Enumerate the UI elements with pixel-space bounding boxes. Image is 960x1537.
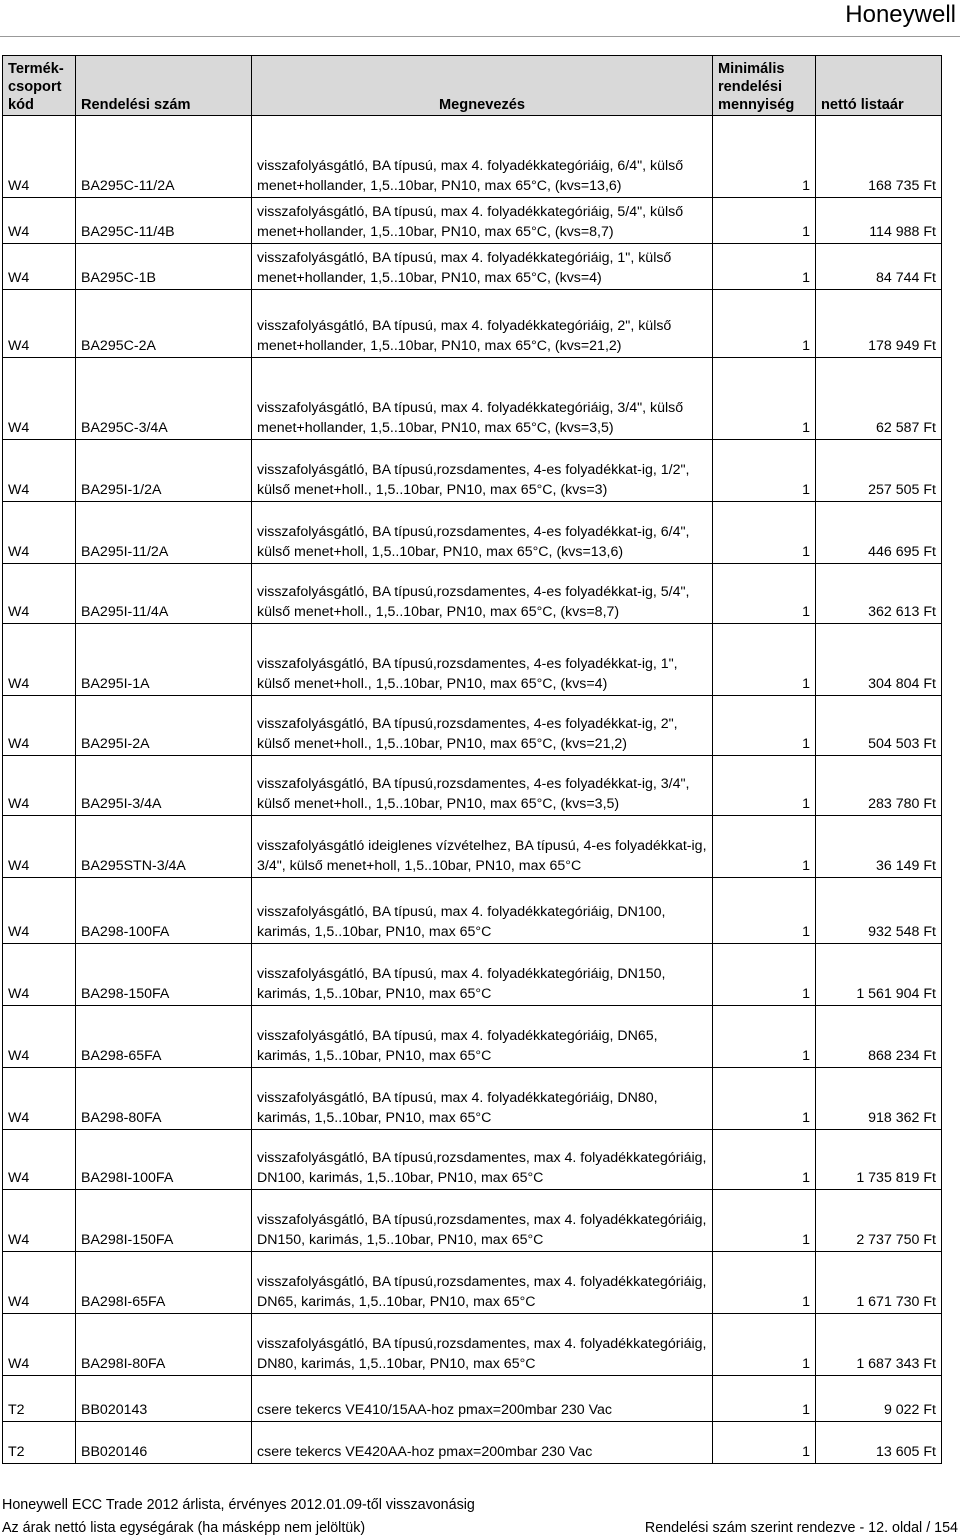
cell-order-number: BA298-80FA	[76, 1068, 252, 1130]
cell-group-code: W4	[3, 1252, 76, 1314]
table-header-row	[3, 56, 942, 116]
cell-order-number: BA295I-1A	[76, 624, 252, 696]
table-row	[3, 1252, 942, 1314]
brand-logo-text: Honeywell	[845, 1, 956, 28]
cell-group-code: T2	[3, 1422, 76, 1464]
cell-description: visszafolyásgátló, BA típusú, max 4. folyadékkategóriáig, 1", külső menet+hollander, 1,5..10bar, PN10, max 65°C, (kvs=4)	[252, 244, 713, 290]
cell-order-number: BA295I-2A	[76, 696, 252, 756]
table-row	[3, 358, 942, 440]
cell-description: csere tekercs VE420AA-hoz pmax=200mbar 230 Vac	[252, 1422, 713, 1464]
cell-order-number: BA295I-11/2A	[76, 502, 252, 564]
cell-min-quantity: 1	[713, 624, 816, 696]
cell-order-number: BB020146	[76, 1422, 252, 1464]
header-net-price: nettó listaár	[816, 56, 942, 116]
cell-group-code: W4	[3, 944, 76, 1006]
price-list-table	[2, 55, 942, 1464]
cell-description: visszafolyásgátló, BA típusú, max 4. folyadékkategóriáig, DN65, karimás, 1,5..10bar, PN10, max 65°C	[252, 1006, 713, 1068]
table-row	[3, 696, 942, 756]
header-description: Megnevezés	[252, 56, 713, 116]
cell-description: visszafolyásgátló, BA típusú,rozsdamentes, max 4. folyadékkategóriáig, DN80, karimás, 1,5..10bar, PN10, max 65°C	[252, 1314, 713, 1376]
cell-order-number: BA298I-80FA	[76, 1314, 252, 1376]
cell-group-code: W4	[3, 756, 76, 816]
footer-page-info: Rendelési szám szerint rendezve - 12. oldal / 154	[644, 1520, 958, 1536]
cell-min-quantity: 1	[713, 244, 816, 290]
cell-group-code: W4	[3, 358, 76, 440]
footer-line-1: Honeywell ECC Trade 2012 árlista, érvényes 2012.01.09-től visszavonásig	[2, 1497, 475, 1513]
cell-order-number: BA298-150FA	[76, 944, 252, 1006]
cell-net-price: 62 587 Ft	[816, 358, 942, 440]
cell-description: visszafolyásgátló, BA típusú, max 4. folyadékkategóriáig, 6/4", külső menet+hollander, 1,5..10bar, PN10, max 65°C, (kvs=13,6)	[252, 116, 713, 198]
cell-group-code: T2	[3, 1376, 76, 1422]
table-row	[3, 878, 942, 944]
cell-description: visszafolyásgátló, BA típusú, max 4. folyadékkategóriáig, 5/4", külső menet+hollander, 1,5..10bar, PN10, max 65°C, (kvs=8,7)	[252, 198, 713, 244]
cell-description: visszafolyásgátló, BA típusú,rozsdamentes, 4-es folyadékkat-ig, 1", külső menet+holl., 1,5..10bar, PN10, max 65°C, (kvs=4)	[252, 624, 713, 696]
cell-group-code: W4	[3, 1130, 76, 1190]
table-row	[3, 1130, 942, 1190]
header-divider	[0, 36, 960, 37]
header-min-quantity: Minimális rendelési mennyiség	[713, 56, 816, 116]
cell-description: visszafolyásgátló, BA típusú, max 4. folyadékkategóriáig, DN150, karimás, 1,5..10bar, PN10, max 65°C	[252, 944, 713, 1006]
cell-net-price: 868 234 Ft	[816, 1006, 942, 1068]
cell-description: visszafolyásgátló, BA típusú, max 4. folyadékkategóriáig, 3/4", külső menet+hollander, 1,5..10bar, PN10, max 65°C, (kvs=3,5)	[252, 358, 713, 440]
cell-min-quantity: 1	[713, 1252, 816, 1314]
cell-min-quantity: 1	[713, 878, 816, 944]
cell-net-price: 84 744 Ft	[816, 244, 942, 290]
cell-description: visszafolyásgátló, BA típusú,rozsdamentes, 4-es folyadékkat-ig, 6/4", külső menet+holl, 1,5..10bar, PN10, max 65°C, (kvs=13,6)	[252, 502, 713, 564]
cell-group-code: W4	[3, 1006, 76, 1068]
cell-order-number: BA298I-100FA	[76, 1130, 252, 1190]
cell-net-price: 504 503 Ft	[816, 696, 942, 756]
cell-min-quantity: 1	[713, 358, 816, 440]
cell-order-number: BA298-65FA	[76, 1006, 252, 1068]
cell-net-price: 9 022 Ft	[816, 1376, 942, 1422]
cell-min-quantity: 1	[713, 1376, 816, 1422]
table-row	[3, 440, 942, 502]
table-row	[3, 624, 942, 696]
cell-group-code: W4	[3, 816, 76, 878]
table-row	[3, 290, 942, 358]
cell-net-price: 304 804 Ft	[816, 624, 942, 696]
cell-min-quantity: 1	[713, 502, 816, 564]
cell-net-price: 36 149 Ft	[816, 816, 942, 878]
cell-net-price: 178 949 Ft	[816, 290, 942, 358]
cell-net-price: 918 362 Ft	[816, 1068, 942, 1130]
cell-group-code: W4	[3, 878, 76, 944]
cell-net-price: 1 735 819 Ft	[816, 1130, 942, 1190]
table-row	[3, 502, 942, 564]
table-row	[3, 564, 942, 624]
table-row	[3, 244, 942, 290]
cell-group-code: W4	[3, 502, 76, 564]
cell-order-number: BA295I-1/2A	[76, 440, 252, 502]
cell-order-number: BA295I-3/4A	[76, 756, 252, 816]
cell-group-code: W4	[3, 198, 76, 244]
cell-net-price: 283 780 Ft	[816, 756, 942, 816]
cell-order-number: BA295C-1B	[76, 244, 252, 290]
cell-description: visszafolyásgátló, BA típusú,rozsdamentes, 4-es folyadékkat-ig, 5/4", külső menet+holl., 1,5..10bar, PN10, max 65°C, (kvs=8,7)	[252, 564, 713, 624]
cell-description: visszafolyásgátló, BA típusú, max 4. folyadékkategóriáig, DN100, karimás, 1,5..10bar, PN10, max 65°C	[252, 878, 713, 944]
cell-net-price: 362 613 Ft	[816, 564, 942, 624]
cell-net-price: 1 671 730 Ft	[816, 1252, 942, 1314]
cell-description: visszafolyásgátló, BA típusú,rozsdamentes, 4-es folyadékkat-ig, 2", külső menet+holl., 1,5..10bar, PN10, max 65°C, (kvs=21,2)	[252, 696, 713, 756]
table-row	[3, 1422, 942, 1464]
cell-net-price: 257 505 Ft	[816, 440, 942, 502]
cell-net-price: 932 548 Ft	[816, 878, 942, 944]
cell-min-quantity: 1	[713, 816, 816, 878]
table-row	[3, 198, 942, 244]
footer-line-2	[2, 1519, 958, 1537]
cell-order-number: BB020143	[76, 1376, 252, 1422]
cell-min-quantity: 1	[713, 290, 816, 358]
cell-min-quantity: 1	[713, 440, 816, 502]
table-row	[3, 816, 942, 878]
cell-net-price: 114 988 Ft	[816, 198, 942, 244]
cell-group-code: W4	[3, 624, 76, 696]
cell-net-price: 1 687 343 Ft	[816, 1314, 942, 1376]
cell-group-code: W4	[3, 244, 76, 290]
table-row	[3, 1006, 942, 1068]
cell-min-quantity: 1	[713, 1006, 816, 1068]
cell-description: visszafolyásgátló, BA típusú,rozsdamentes, 4-es folyadékkat-ig, 3/4", külső menet+holl., 1,5..10bar, PN10, max 65°C, (kvs=3,5)	[252, 756, 713, 816]
cell-net-price: 168 735 Ft	[816, 116, 942, 198]
cell-group-code: W4	[3, 1068, 76, 1130]
cell-min-quantity: 1	[713, 1130, 816, 1190]
cell-min-quantity: 1	[713, 1314, 816, 1376]
table-body	[3, 116, 942, 1464]
cell-order-number: BA298I-65FA	[76, 1252, 252, 1314]
cell-group-code: W4	[3, 440, 76, 502]
cell-description: visszafolyásgátló, BA típusú,rozsdamentes, max 4. folyadékkategóriáig, DN100, karimás, 1,5..10bar, PN10, max 65°C	[252, 1130, 713, 1190]
table-row	[3, 1376, 942, 1422]
cell-order-number: BA295STN-3/4A	[76, 816, 252, 878]
cell-net-price: 13 605 Ft	[816, 1422, 942, 1464]
cell-description: visszafolyásgátló, BA típusú,rozsdamentes, 4-es folyadékkat-ig, 1/2", külső menet+holl., 1,5..10bar, PN10, max 65°C, (kvs=3)	[252, 440, 713, 502]
cell-order-number: BA295C-3/4A	[76, 358, 252, 440]
cell-group-code: W4	[3, 564, 76, 624]
table-row	[3, 1314, 942, 1376]
cell-order-number: BA298-100FA	[76, 878, 252, 944]
cell-net-price: 1 561 904 Ft	[816, 944, 942, 1006]
table-row	[3, 944, 942, 1006]
cell-min-quantity: 1	[713, 756, 816, 816]
cell-min-quantity: 1	[713, 696, 816, 756]
cell-order-number: BA295C-2A	[76, 290, 252, 358]
cell-net-price: 446 695 Ft	[816, 502, 942, 564]
cell-description: csere tekercs VE410/15AA-hoz pmax=200mbar 230 Vac	[252, 1376, 713, 1422]
cell-min-quantity: 1	[713, 198, 816, 244]
cell-min-quantity: 1	[713, 944, 816, 1006]
cell-description: visszafolyásgátló, BA típusú,rozsdamentes, max 4. folyadékkategóriáig, DN150, karimás, 1,5..10bar, PN10, max 65°C	[252, 1190, 713, 1252]
cell-description: visszafolyásgátló ideiglenes vízvételhez, BA típusú, 4-es folyadékkat-ig, 3/4", külső menet+holl, 1,5..10bar, PN10, max 65°C	[252, 816, 713, 878]
cell-order-number: BA295I-11/4A	[76, 564, 252, 624]
table-row	[3, 1068, 942, 1130]
cell-group-code: W4	[3, 696, 76, 756]
cell-group-code: W4	[3, 116, 76, 198]
cell-min-quantity: 1	[713, 564, 816, 624]
table-row	[3, 1190, 942, 1252]
cell-min-quantity: 1	[713, 1190, 816, 1252]
cell-description: visszafolyásgátló, BA típusú, max 4. folyadékkategóriáig, 2", külső menet+hollander, 1,5..10bar, PN10, max 65°C, (kvs=21,2)	[252, 290, 713, 358]
cell-min-quantity: 1	[713, 116, 816, 198]
header-order-number: Rendelési szám	[76, 56, 252, 116]
cell-order-number: BA298I-150FA	[76, 1190, 252, 1252]
cell-min-quantity: 1	[713, 1422, 816, 1464]
cell-net-price: 2 737 750 Ft	[816, 1190, 942, 1252]
cell-order-number: BA295C-11/4B	[76, 198, 252, 244]
footer-note: Az árak nettó lista egységárak (ha másképp nem jelöltük)	[2, 1520, 366, 1536]
cell-description: visszafolyásgátló, BA típusú, max 4. folyadékkategóriáig, DN80, karimás, 1,5..10bar, PN10, max 65°C	[252, 1068, 713, 1130]
cell-group-code: W4	[3, 290, 76, 358]
table-row	[3, 116, 942, 198]
cell-description: visszafolyásgátló, BA típusú,rozsdamentes, max 4. folyadékkategóriáig, DN65, karimás, 1,5..10bar, PN10, max 65°C	[252, 1252, 713, 1314]
table-row	[3, 756, 942, 816]
cell-min-quantity: 1	[713, 1068, 816, 1130]
header-group-code: Termék-csoport kód	[3, 56, 76, 116]
cell-order-number: BA295C-11/2A	[76, 116, 252, 198]
cell-group-code: W4	[3, 1190, 76, 1252]
cell-group-code: W4	[3, 1314, 76, 1376]
